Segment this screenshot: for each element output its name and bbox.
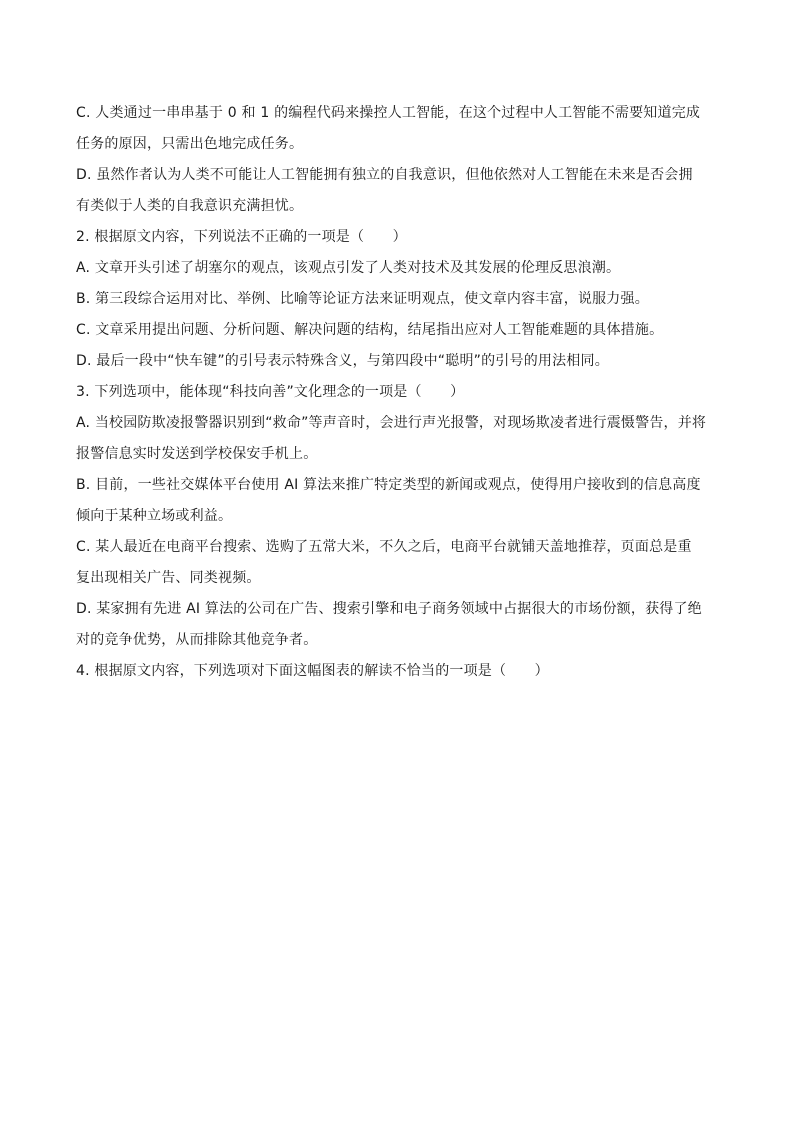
q2-option-a: A. 文章开头引述了胡塞尔的观点，该观点引发了人类对技术及其发展的伦理反思浪潮。: [76, 260, 621, 276]
question-3: 3. 下列选项中，能体现“科技向善”文化理念的一项是（ ）: [76, 384, 465, 400]
q3-option-b-line-2: 倾向于某种立场或利益。: [76, 508, 233, 524]
q3-option-c-line-1: C. 某人最近在电商平台搜索、选购了五常大米，不久之后，电商平台就铺天盖地推荐，页面总是重: [76, 539, 692, 555]
option-c-line-2: 任务的原因，只需出色地完成任务。: [76, 136, 304, 152]
q2-option-b: B. 第三段综合运用对比、举例、比喻等论证方法来证明观点，使文章内容丰富，说服力强。: [76, 291, 649, 307]
q3-option-c-line-2: 复出现相关广告、同类视频。: [76, 570, 261, 586]
q3-option-b-line-1: B. 目前，一些社交媒体平台使用 AI 算法来推广特定类型的新闻或观点，使得用户接收到的信息高度: [76, 477, 701, 493]
q3-option-d-line-1: D. 某家拥有先进 AI 算法的公司在广告、搜索引擎和电子商务领域中占据很大的市场份额，获得了绝: [76, 601, 702, 617]
q3-option-a-line-2: 报警信息实时发送到学校保安手机上。: [76, 446, 318, 462]
q2-option-d: D. 最后一段中“快车键”的引号表示特殊含义，与第四段中“聪明”的引号的用法相同。: [76, 353, 609, 369]
question-4: 4. 根据原文内容，下列选项对下面这幅图表的解读不恰当的一项是（ ）: [76, 663, 549, 679]
question-2: 2. 根据原文内容，下列说法不正确的一项是（ ）: [76, 229, 407, 245]
option-c-line-1: C. 人类通过一串串基于 0 和 1 的编程代码来操控人工智能，在这个过程中人工智能不需要知道完成: [76, 105, 701, 121]
q3-option-d-line-2: 对的竞争优势，从而排除其他竞争者。: [76, 632, 318, 648]
option-d-line-1: D. 虽然作者认为人类不可能让人工智能拥有独立的自我意识，但他依然对人工智能在未来是否会拥: [76, 167, 693, 183]
q2-option-c: C. 文章采用提出问题、分析问题、解决问题的结构，结尾指出应对人工智能难题的具体措施。: [76, 322, 664, 338]
document-body: [76, 98, 724, 687]
option-d-line-2: 有类似于人类的自我意识充满担忧。: [76, 198, 304, 214]
q3-option-a-line-1: A. 当校园防欺凌报警器识别到“救命”等声音时，会进行声光报警，对现场欺凌者进行震慑警告，并将: [76, 415, 707, 431]
